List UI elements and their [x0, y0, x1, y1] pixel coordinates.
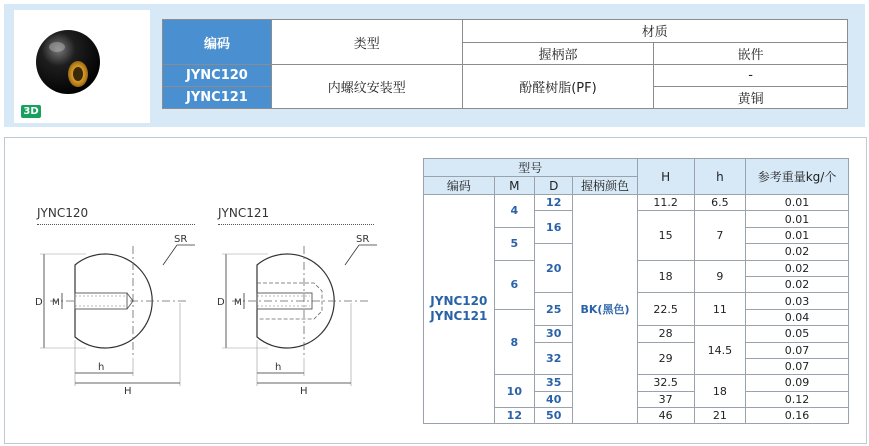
H-cell: 11.2: [637, 195, 694, 211]
d-cell: 35: [535, 375, 573, 391]
m-dimension-label: M: [52, 298, 60, 308]
weight-cell: 0.02: [746, 276, 849, 292]
weight-cell: 0.03: [746, 293, 849, 309]
color-header: 握柄颜色: [573, 177, 637, 195]
jync121-drawing: [212, 228, 387, 398]
weight-cell: 0.04: [746, 309, 849, 325]
d-cell: 16: [535, 211, 573, 244]
d-cell: 40: [535, 391, 573, 407]
grip-value: 酚醛树脂(PF): [462, 65, 654, 109]
spec-table: [423, 158, 849, 424]
d-cell: 20: [535, 244, 573, 293]
d-dimension-label: D: [217, 297, 225, 308]
h-small-label: h: [275, 362, 282, 373]
insert-value: -: [654, 65, 848, 87]
m-cell: 8: [494, 309, 534, 375]
weight-cell: 0.07: [746, 342, 849, 358]
h-cell: 11: [694, 293, 745, 326]
m-dimension-label: M: [234, 298, 242, 308]
insert-value: 黄铜: [654, 87, 848, 109]
code-cell: JYNC120 JYNC121: [424, 195, 495, 424]
H-cell: 32.5: [637, 375, 694, 391]
h-cell: 7: [694, 211, 745, 260]
code-header: 编码: [163, 20, 272, 65]
d-cell: 12: [535, 195, 573, 211]
m-cell: 10: [494, 375, 534, 408]
code-header: 编码: [424, 177, 495, 195]
weight-cell: 0.16: [746, 408, 849, 424]
h-header: h: [694, 159, 745, 195]
weight-cell: 0.12: [746, 391, 849, 407]
code-cell: JYNC121: [163, 87, 272, 109]
left-drawing-title: JYNC120: [37, 206, 89, 220]
h-cell: 18: [694, 375, 745, 408]
d-header: D: [535, 177, 573, 195]
code-cell: JYNC120: [163, 65, 272, 87]
jync120-drawing: [30, 228, 205, 398]
weight-cell: 0.02: [746, 244, 849, 260]
sr-label: SR: [356, 234, 370, 245]
m-cell: 6: [494, 260, 534, 309]
h-cell: 9: [694, 260, 745, 293]
material-table: [162, 19, 848, 109]
H-cell: 37: [637, 391, 694, 407]
h-small-label: h: [98, 362, 105, 373]
weight-cell: 0.01: [746, 211, 849, 227]
material-header: 材质: [462, 20, 847, 43]
H-cell: 29: [637, 342, 694, 375]
type-header: 类型: [271, 20, 462, 65]
d-cell: 32: [535, 342, 573, 375]
right-drawing-title: JYNC121: [218, 206, 270, 220]
weight-cell: 0.02: [746, 260, 849, 276]
d-cell: 50: [535, 408, 573, 424]
h-big-label: H: [124, 386, 132, 397]
H-cell: 15: [637, 211, 694, 260]
insert-header: 嵌件: [654, 42, 848, 65]
h-cell: 21: [694, 408, 745, 424]
h-big-label: H: [300, 386, 308, 397]
H-cell: 46: [637, 408, 694, 424]
d-cell: 30: [535, 326, 573, 342]
sr-label: SR: [174, 234, 188, 245]
m-header: M: [494, 177, 534, 195]
model-header: 型号: [424, 159, 638, 177]
color-cell: BK(黑色): [573, 195, 637, 424]
weight-cell: 0.05: [746, 326, 849, 342]
3d-badge[interactable]: 3D: [21, 105, 41, 118]
grip-header: 握柄部: [462, 42, 654, 65]
weight-cell: 0.07: [746, 358, 849, 374]
m-cell: 4: [494, 195, 534, 228]
H-cell: 18: [637, 260, 694, 293]
d-dimension-label: D: [35, 297, 43, 308]
weight-cell: 0.01: [746, 195, 849, 211]
type-value: 内螺纹安装型: [271, 65, 462, 109]
d-cell: 25: [535, 293, 573, 326]
title-underline: [37, 224, 195, 225]
title-underline: [218, 224, 374, 225]
weight-cell: 0.09: [746, 375, 849, 391]
m-cell: 12: [494, 408, 534, 424]
weight-header: 参考重量kg/个: [746, 159, 849, 195]
h-cell: 6.5: [694, 195, 745, 211]
H-cell: 28: [637, 326, 694, 342]
m-cell: 5: [494, 227, 534, 260]
H-cell: 22.5: [637, 293, 694, 326]
h-cell: 14.5: [694, 326, 745, 375]
weight-cell: 0.01: [746, 227, 849, 243]
H-header: H: [637, 159, 694, 195]
